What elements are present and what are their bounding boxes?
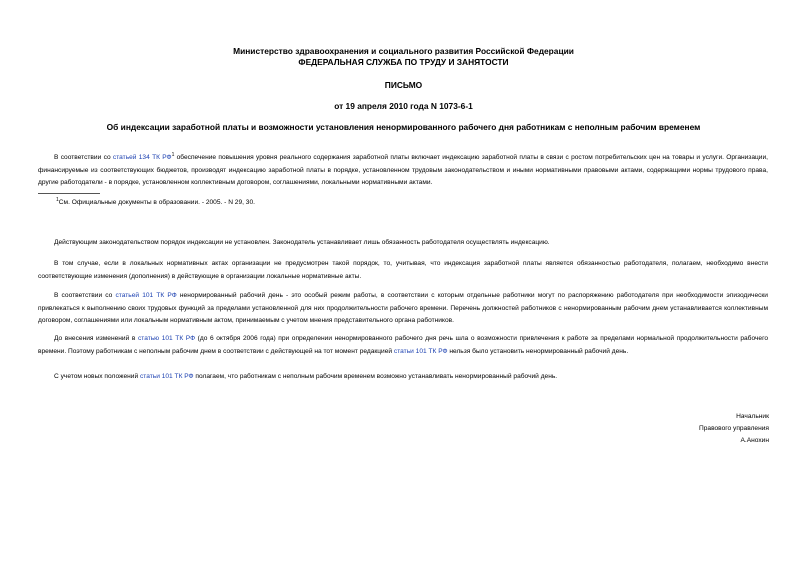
document-date-number: от 19 апреля 2010 года N 1073-6-1 bbox=[334, 101, 473, 111]
footnote-text: См. Официальные документы в образовании. - 2005. - N 29, 30. bbox=[58, 199, 255, 207]
link-article-134[interactable]: статьей 134 ТК РФ bbox=[112, 154, 172, 162]
footnote: $^1$См. Официальные документы в образовании. - 2005. - N 29, 30. bbox=[56, 197, 255, 207]
footnote-marker: 1 bbox=[171, 152, 175, 158]
link-article-101[interactable]: статьей 101 ТК РФ bbox=[115, 292, 177, 299]
footnote-separator bbox=[38, 193, 100, 194]
signature-name: А.Анохин bbox=[740, 437, 769, 444]
ministry-name: Министерство здравоохранения и социального развития Российской Федерации bbox=[233, 46, 574, 56]
paragraph-2: Действующим законодательством порядок индексации не установлен. Законодатель устанавливает лишь обязанность работодателя осуществлять индексацию. bbox=[54, 239, 550, 246]
paragraph-3: В том случае, если в локальных нормативных актах организации не предусмотрен такой порядок, то, учитывая, что индексация заработной платы является обязанностью работодателя, полагаем, необходимо внести соответствующие изменения (дополнения) в действующие в организации локальные нормативные акты. bbox=[38, 260, 768, 280]
link-article-101-a[interactable]: статью 101 ТК РФ bbox=[137, 335, 196, 342]
document-type: ПИСЬМО bbox=[384, 80, 423, 90]
paragraph-5: До внесения изменений в статью 101 ТК РФ (до 6 октября 2006 года) при определении ненормированного рабочего дня речь шла о возможности привлечения к работе за пределами нормальной продолжительности рабочего времени. Поэтому работникам с неполным рабочим днем в соответствии с действующей на тот момент редакцией статьи 101 ТК РФ нельзя было установить ненормированный рабочий день. bbox=[38, 335, 768, 355]
service-name: ФЕДЕРАЛЬНАЯ СЛУЖБА ПО ТРУДУ И ЗАНЯТОСТИ bbox=[298, 57, 509, 67]
paragraph-6: С учетом новых положений статьи 101 ТК РФ полагаем, что работникам с неполным рабочим временем возможно устанавливать ненормированный рабочий день. bbox=[54, 373, 558, 380]
paragraph-4: В соответствии со статьей 101 ТК РФ ненормированный рабочий день - это особый режим работы, в соответствии с которым отдельные работники могут по распоряжению работодателя при необходимости эпизодически привлекаться к выполнению своих трудовых функций за пределами установленной для них продолжительности рабочего времени. Перечень должностей работников с ненормированным рабочим днем устанавливается коллективным договором, соглашениями или локальным нормативным актом, принимаемым с учетом мнения представительного органа работников. bbox=[38, 292, 768, 324]
document-subject: Об индексации заработной платы и возможности установления ненормированного рабочего дня работникам с неполным рабочим временем bbox=[106, 122, 701, 132]
signature-position: Начальник bbox=[736, 413, 769, 420]
link-article-101-b[interactable]: статьи 101 ТК РФ bbox=[393, 347, 448, 355]
signature-department: Правового управления bbox=[699, 425, 769, 432]
paragraph-1: В соответствии со статьей 134 ТК $РФ^1$ обеспечение повышения уровня реального содержания заработной платы включает индексацию заработной платы в связи с ростом потребительских цен на товары и услуги. Организации, финансируемые из соответствующих бюджетов, производят индексацию заработной платы в порядке, установленном трудовым законодательством и иными нормативными правовыми актами, содержащими нормы трудового права, другие работодатели - в порядке, установленном коллективным договором, соглашениями, локальными нормативными актами. bbox=[38, 152, 768, 187]
link-article-101-c[interactable]: статьи 101 ТК РФ bbox=[139, 373, 194, 380]
